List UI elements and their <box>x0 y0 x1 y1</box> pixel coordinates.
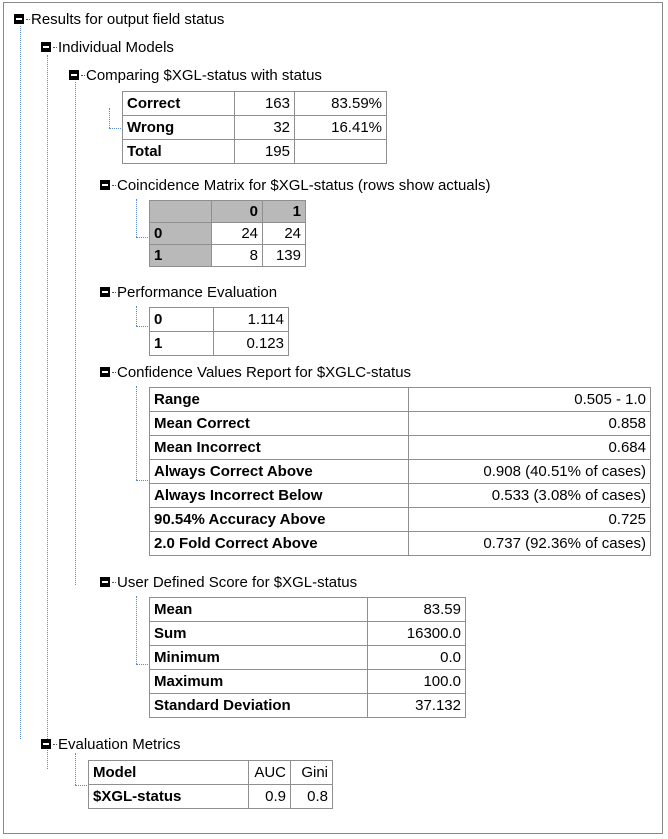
column-header: 1 <box>263 201 306 223</box>
percent-cell: 83.59% <box>295 92 387 116</box>
table-row <box>150 532 651 556</box>
table-row <box>123 92 387 116</box>
row-label: Always Correct Above <box>150 460 409 484</box>
tree-node-comparing[interactable] <box>69 65 322 85</box>
table-row <box>150 245 306 267</box>
tree-line-comparing <box>75 82 76 585</box>
collapse-toggle-icon[interactable] <box>41 42 51 52</box>
row-label: Standard Deviation <box>150 694 368 718</box>
tree-line-matrix-h <box>136 237 148 238</box>
tree-node-individual-models[interactable] <box>41 37 174 57</box>
table-row <box>150 670 466 694</box>
tree-line-compare-table-h <box>109 128 121 129</box>
confidence-table <box>149 387 651 556</box>
row-label: 0 <box>150 308 214 332</box>
comparing-table <box>122 91 387 164</box>
value-cell: 0.123 <box>214 332 289 356</box>
table-row <box>123 140 387 164</box>
tree-line-evaluation <box>75 753 76 785</box>
row-label: Wrong <box>123 116 235 140</box>
value-cell: 16300.0 <box>368 622 466 646</box>
value-cell: 0.505 - 1.0 <box>409 388 651 412</box>
user-score-table <box>149 597 466 718</box>
column-header-model: Model <box>89 761 249 785</box>
table-row <box>150 332 289 356</box>
table-row <box>89 761 333 785</box>
performance-table <box>149 307 289 356</box>
column-header-auc: AUC <box>249 761 291 785</box>
row-label: Correct <box>123 92 235 116</box>
table-row <box>150 412 651 436</box>
collapse-toggle-icon[interactable] <box>100 180 110 190</box>
value-cell: 0.737 (92.36% of cases) <box>409 532 651 556</box>
tree-node-label: Results for output field status <box>31 10 225 28</box>
value-cell: 0.858 <box>409 412 651 436</box>
tree-line-evaluation-h <box>75 785 87 786</box>
model-name-cell: $XGL-status <box>89 785 249 809</box>
tree-line-performance <box>136 306 137 326</box>
table-row <box>150 308 289 332</box>
row-header: 0 <box>150 223 212 245</box>
row-label: 2.0 Fold Correct Above <box>150 532 409 556</box>
tree-line-userscore <box>136 596 137 664</box>
row-label: Total <box>123 140 235 164</box>
count-cell: 163 <box>235 92 295 116</box>
row-label: Sum <box>150 622 368 646</box>
tree-node-label: User Defined Score for $XGL-status <box>117 573 358 591</box>
tree-line-root <box>20 26 21 739</box>
corner-cell <box>150 201 212 223</box>
coincidence-matrix-table <box>149 200 306 267</box>
tree-node-label: Comparing $XGL-status with status <box>86 66 322 84</box>
evaluation-table <box>88 760 333 809</box>
row-label: Mean Incorrect <box>150 436 409 460</box>
collapse-toggle-icon[interactable] <box>100 367 110 377</box>
tree-line-models <box>47 55 48 769</box>
tree-node-label: Evaluation Metrics <box>58 735 181 753</box>
table-row <box>89 785 333 809</box>
tree-line-confidence-h <box>136 480 148 481</box>
percent-cell: 16.41% <box>295 116 387 140</box>
collapse-toggle-icon[interactable] <box>100 577 110 587</box>
table-row <box>150 201 306 223</box>
tree-line-confidence <box>136 386 137 480</box>
matrix-cell: 24 <box>212 223 263 245</box>
row-label: Minimum <box>150 646 368 670</box>
gini-cell: 0.8 <box>291 785 333 809</box>
tree-line-userscore-h <box>136 664 148 665</box>
row-label: 90.54% Accuracy Above <box>150 508 409 532</box>
value-cell: 83.59 <box>368 598 466 622</box>
table-row <box>150 694 466 718</box>
count-cell: 195 <box>235 140 295 164</box>
tree-node-performance[interactable] <box>100 282 277 302</box>
table-row <box>150 223 306 245</box>
tree-line-compare-table <box>109 108 110 128</box>
percent-cell <box>295 140 387 164</box>
tree-line-matrix <box>136 199 137 237</box>
table-row <box>150 484 651 508</box>
matrix-cell: 24 <box>263 223 306 245</box>
value-cell: 1.114 <box>214 308 289 332</box>
value-cell: 37.132 <box>368 694 466 718</box>
table-row <box>150 622 466 646</box>
row-label: Always Incorrect Below <box>150 484 409 508</box>
tree-node-evaluation[interactable] <box>41 734 181 754</box>
tree-node-user-score[interactable] <box>100 572 357 592</box>
matrix-cell: 139 <box>263 245 306 267</box>
table-row <box>150 436 651 460</box>
table-row <box>150 388 651 412</box>
column-header-gini: Gini <box>291 761 333 785</box>
tree-node-results[interactable] <box>14 9 224 29</box>
value-cell: 0.908 (40.51% of cases) <box>409 460 651 484</box>
row-header: 1 <box>150 245 212 267</box>
row-label: Maximum <box>150 670 368 694</box>
table-row <box>150 460 651 484</box>
value-cell: 0.533 (3.08% of cases) <box>409 484 651 508</box>
count-cell: 32 <box>235 116 295 140</box>
collapse-toggle-icon[interactable] <box>69 70 79 80</box>
collapse-toggle-icon[interactable] <box>41 739 51 749</box>
row-label: Mean Correct <box>150 412 409 436</box>
tree-node-label: Performance Evaluation <box>117 283 278 301</box>
column-header: 0 <box>212 201 263 223</box>
row-label: Range <box>150 388 409 412</box>
value-cell: 0.725 <box>409 508 651 532</box>
table-row <box>150 598 466 622</box>
tree-node-label: Confidence Values Report for $XGLC-status <box>117 363 412 381</box>
row-label: 1 <box>150 332 214 356</box>
tree-line-performance-h <box>136 326 148 327</box>
value-cell: 0.0 <box>368 646 466 670</box>
tree-node-label: Coincidence Matrix for $XGL-status (rows show actuals) <box>117 176 491 194</box>
collapse-toggle-icon[interactable] <box>100 287 110 297</box>
table-row <box>123 116 387 140</box>
tree-node-confidence[interactable] <box>100 362 411 382</box>
row-label: Mean <box>150 598 368 622</box>
matrix-cell: 8 <box>212 245 263 267</box>
tree-node-coincidence[interactable] <box>100 175 490 195</box>
value-cell: 0.684 <box>409 436 651 460</box>
value-cell: 100.0 <box>368 670 466 694</box>
auc-cell: 0.9 <box>249 785 291 809</box>
collapse-toggle-icon[interactable] <box>14 14 24 24</box>
table-row <box>150 646 466 670</box>
table-row <box>150 508 651 532</box>
tree-node-label: Individual Models <box>58 38 174 56</box>
